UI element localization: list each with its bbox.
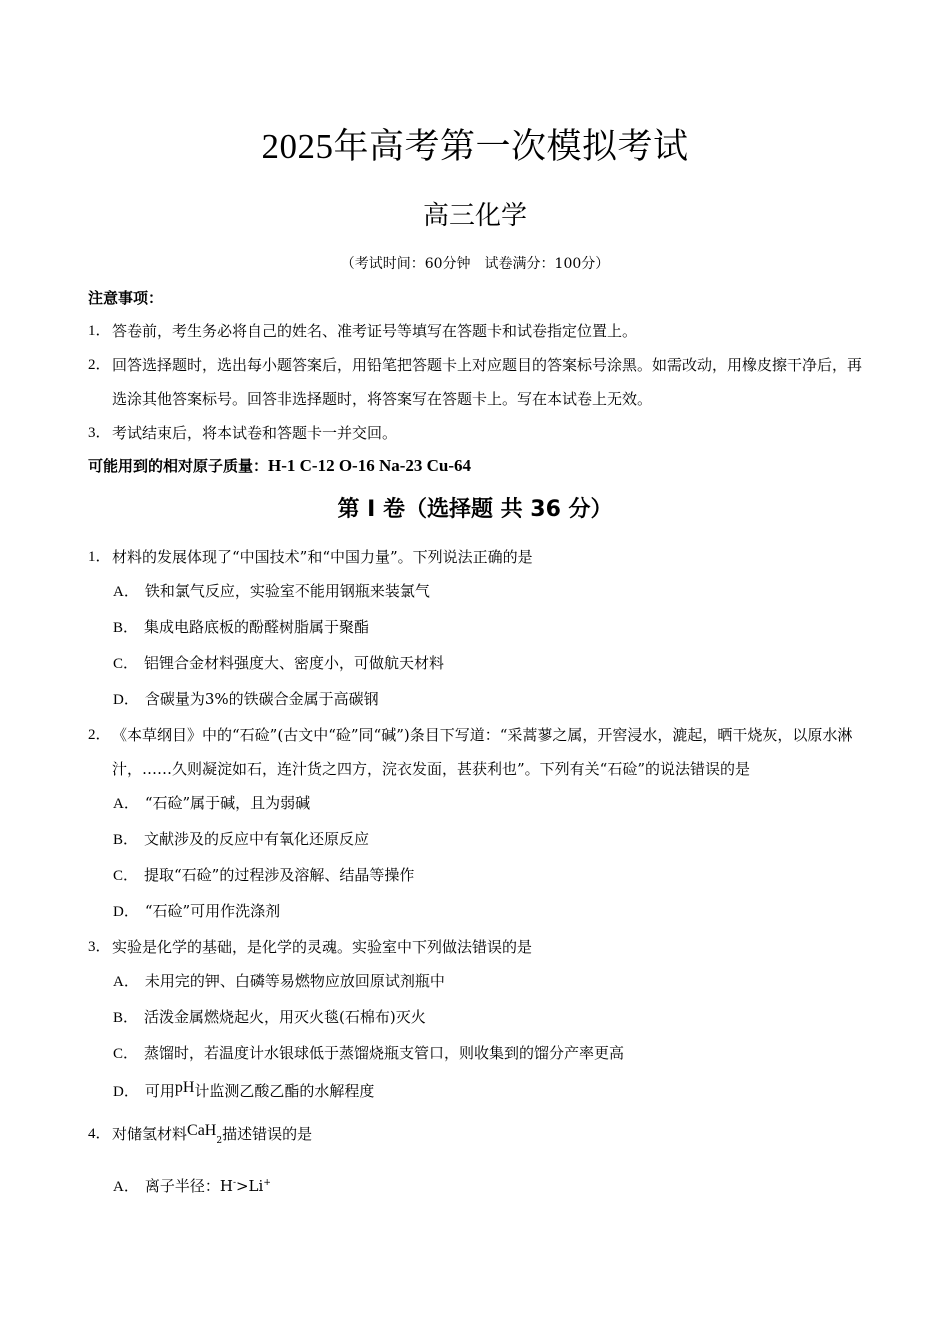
question-text: 实验是化学的基础，是化学的灵魂。实验室中下列做法错误的是 bbox=[112, 938, 533, 956]
option bbox=[88, 858, 868, 894]
question bbox=[88, 540, 868, 718]
option-text: 可用 bbox=[144, 1082, 175, 1100]
main-title: 2025年高考第一次模拟考试 bbox=[261, 127, 689, 166]
notes-section bbox=[88, 286, 868, 482]
superscript: + bbox=[263, 1178, 271, 1188]
question-text: 对储氢材料 bbox=[112, 1125, 188, 1143]
question-text: 描述错误的是 bbox=[222, 1125, 313, 1143]
option bbox=[88, 1164, 868, 1206]
option-letter: A． bbox=[113, 584, 139, 600]
note-item bbox=[88, 348, 868, 416]
option-text: “石硷”可用作洗涤剂 bbox=[144, 902, 281, 920]
note-item bbox=[88, 416, 868, 450]
option-letter: D． bbox=[113, 1084, 139, 1100]
option-text: 活泼金属燃烧起火，用灭火毯(石棉布)灭火 bbox=[144, 1008, 426, 1026]
option-text: 铁和氯气反应，实验室不能用钢瓶来装氯气 bbox=[144, 582, 430, 600]
question-text: 材料的发展体现了“中国技术”和“中国力量”。下列说法正确的是 bbox=[112, 548, 533, 566]
note-number: 1． bbox=[88, 323, 111, 339]
formula-subscript: 2 bbox=[216, 1136, 223, 1146]
option bbox=[88, 682, 868, 718]
questions-list bbox=[88, 540, 868, 1206]
note-item bbox=[88, 314, 868, 348]
question-number: 1． bbox=[88, 549, 111, 565]
atomic-mass-label: 可能用到的相对原子质量： bbox=[88, 457, 269, 475]
question bbox=[88, 930, 868, 1111]
note-text: 考试结束后，将本试卷和答题卡一并交回。 bbox=[112, 424, 398, 442]
note-number: 3． bbox=[88, 425, 111, 441]
option-letter: A． bbox=[113, 796, 139, 812]
option-letter: C． bbox=[113, 868, 139, 884]
question-number: 3． bbox=[88, 939, 111, 955]
subject-title: 高三化学 bbox=[422, 201, 527, 231]
atomic-mass-line bbox=[88, 450, 868, 482]
option-text: 含碳量为3%的铁碳合金属于高碳钢 bbox=[144, 690, 379, 708]
note-text: 回答选择题时，选出每小题答案后，用铅笔把答题卡上对应题目的答案标号涂黑。如需改动，用橡皮擦干净后，再选涂其他答案标号。回答非选择题时，将答案写在答题卡上。写在本试卷上无效。 bbox=[112, 356, 863, 408]
note-text: 答卷前，考生务必将自己的姓名、准考证号等填写在答题卡和试卷指定位置上。 bbox=[112, 322, 638, 340]
option bbox=[88, 1000, 868, 1036]
option bbox=[88, 574, 868, 610]
option-text: 集成电路底板的酚醛树脂属于聚酯 bbox=[144, 618, 370, 636]
option bbox=[88, 610, 868, 646]
option-letter: D． bbox=[113, 692, 139, 708]
option-text: >Li bbox=[235, 1177, 264, 1195]
option bbox=[88, 964, 868, 1000]
exam-info: （考试时间：60分钟 试卷满分：100分） bbox=[340, 256, 610, 272]
option bbox=[88, 786, 868, 822]
question-stem bbox=[88, 930, 868, 964]
note-number: 2． bbox=[88, 357, 111, 373]
superscript: - bbox=[232, 1178, 236, 1188]
option-text: 计监测乙酸乙酯的水解程度 bbox=[194, 1082, 375, 1100]
option-text: “石硷”属于碱，且为弱碱 bbox=[144, 794, 311, 812]
ph-symbol: pH bbox=[174, 1079, 195, 1096]
option bbox=[88, 894, 868, 930]
atomic-mass-values: H-1 C-12 O-16 Na-23 Cu-64 bbox=[268, 456, 472, 475]
question-number: 4． bbox=[88, 1126, 111, 1142]
option-text: 蒸馏时，若温度计水银球低于蒸馏烧瓶支管口，则收集到的馏分产率更高 bbox=[144, 1044, 625, 1062]
question-stem bbox=[88, 1111, 868, 1164]
option-text: 文献涉及的反应中有氧化还原反应 bbox=[144, 830, 370, 848]
option bbox=[88, 646, 868, 682]
option-letter: B． bbox=[113, 832, 139, 848]
option-text: 未用完的钾、白磷等易燃物应放回原试剂瓶中 bbox=[144, 972, 445, 990]
option bbox=[88, 1072, 868, 1111]
question-text: 《本草纲目》中的“石硷”(古文中“硷”同“碱”)条目下写道：“采蒿蓼之属，开窖浸水，漉起，晒干烧灰，以原水淋汁，……久则凝淀如石，连汁货之四方，浣衣发面，甚获利也”。下列有关“石硷”的说法错误的是 bbox=[112, 726, 853, 778]
question-stem bbox=[88, 718, 868, 786]
formula-symbol: CaH bbox=[187, 1122, 217, 1139]
option-text: 提取“石硷”的过程涉及溶解、结晶等操作 bbox=[144, 866, 415, 884]
option bbox=[88, 822, 868, 858]
question-number: 2． bbox=[88, 727, 111, 743]
notes-title: 注意事项： bbox=[88, 289, 164, 307]
option bbox=[88, 1036, 868, 1072]
option-letter: D． bbox=[113, 904, 139, 920]
option-text: 铝锂合金材料强度大、密度小，可做航天材料 bbox=[144, 654, 445, 672]
option-letter: C． bbox=[113, 1046, 139, 1062]
option-letter: B． bbox=[113, 1010, 139, 1026]
question bbox=[88, 718, 868, 930]
question bbox=[88, 1111, 868, 1206]
option-text: 离子半径：H bbox=[144, 1177, 233, 1195]
section-title: 第 I 卷（选择题 共 36 分） bbox=[337, 497, 613, 522]
question-stem bbox=[88, 540, 868, 574]
option-letter: C． bbox=[113, 656, 139, 672]
option-letter: B． bbox=[113, 620, 139, 636]
option-letter: A． bbox=[113, 1179, 139, 1195]
option-letter: A． bbox=[113, 974, 139, 990]
